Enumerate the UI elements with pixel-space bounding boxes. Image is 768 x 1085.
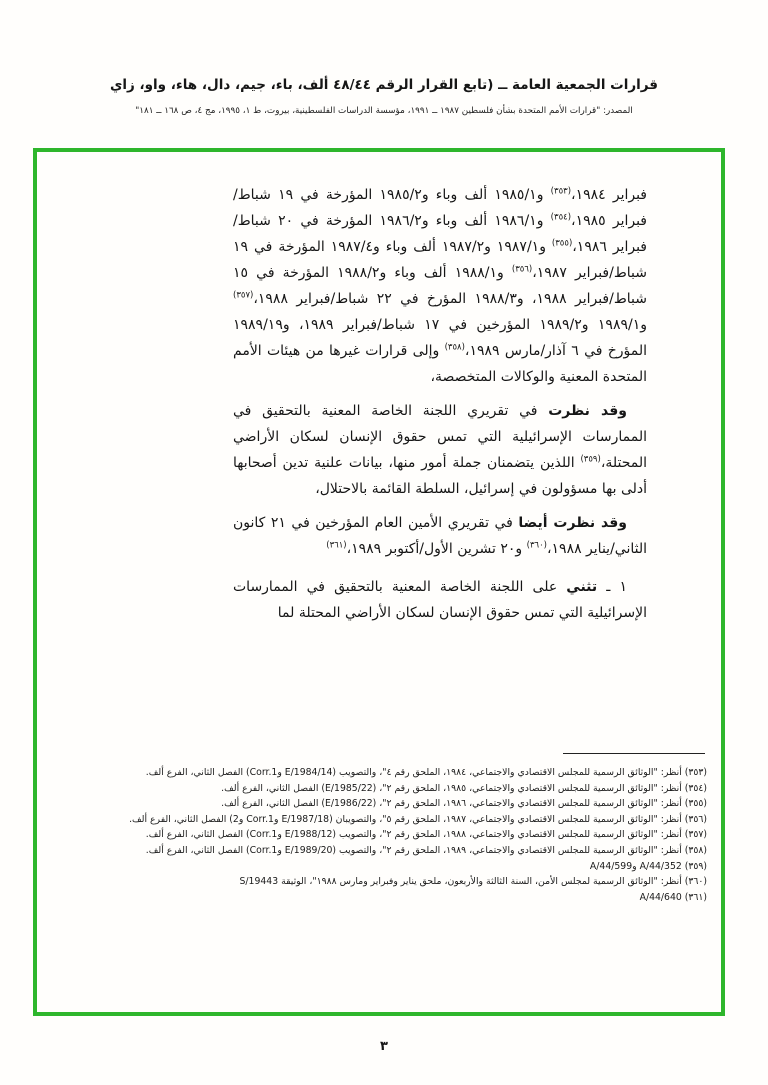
footnotes-list: [51, 765, 707, 905]
footnote: [51, 796, 707, 812]
footnote-number: (٣٦١): [681, 891, 707, 903]
paragraph-text: في تقريري اللجنة الخاصة المعنية بالتحقيق في الممارسات الإسرائيلية التي تمس حقوق الإنسان لسكان الأراضي المحتلة،$^{(٣٥٩)}$ اللذين يتضمنان جملة أمور منها، بيانات علنية تدين أصحابها أدلى بها مسؤولون في إسرائيل، السلطة القائمة بالاحتلال،: [233, 403, 647, 497]
footnote: [51, 765, 707, 781]
footnote-number: (٣٦٠): [681, 876, 707, 888]
footnote-number: (٣٥٧): [681, 829, 707, 841]
paragraph-text: فبراير ١٩٨٤،$^{(٣٥٣)}$ و١٩٨٥/١ ألف وباء و١٩٨٥/٢ المؤرخة في ١٩ شباط/فبراير ١٩٨٥،$^{(٣٥٤)}$ و١٩٨٦/١ ألف وباء و١٩٨٦/٢ المؤرخة في ٢٠ شباط/فبراير ١٩٨٦،$^{(٣٥٥)}$ و١٩٨٧/١ و١٩٨٧/٢ ألف وباء و١٩٨٧/٤ المؤرخة في ١٩ شباط/فبراير ١٩٨٧،$^{(٣٥٦)}$ و١٩٨٨/١ ألف وباء و١٩٨٨/٢ المؤرخة في ١٥ شباط/فبراير ١٩٨٨، و١٩٨٨/٣ المؤرخ في ٢٢ شباط/فبراير ١٩٨٨،$^{(٣٥٧)}$ و١٩٨٩/١ و١٩٨٩/٢ المؤرخين في ١٧ شباط/فبراير ١٩٨٩، و١٩٨٩/١٩ المؤرخ في ٦ آذار/مارس ١٩٨٩،$^{(٣٥٨)}$ وإلى قرارات غيرها من هيئات الأمم المتحدة المعنية والوكالات المتخصصة،: [233, 186, 648, 385]
footnote-number: (٣٥٨): [681, 844, 707, 856]
footnote-separator: [563, 753, 705, 754]
header-source-line: المصدر: "قرارات الأمم المتحدة بشأن فلسطين ١٩٨٧ ــ ١٩٩١، مؤسسة الدراسات الفلسطينية، بيروت، ط ١، ١٩٩٥، مج ٤، ص ١٦٨ ــ ١٨١": [135, 106, 633, 116]
footnote-number: (٣٥٤): [681, 782, 707, 794]
footnote: [51, 812, 707, 828]
footnote: [51, 874, 707, 890]
body-text: [233, 182, 647, 634]
footnote-number: (٣٥٦): [681, 813, 707, 825]
footnote-text: أنظر: "الوثائق الرسمية للمجلس الاقتصادي والاجتماعي، ١٩٨٩، الملحق رقم ٢"، والتصويب (E/1989/20 وCorr.1) الفصل الثاني، الفرع ألف.: [145, 844, 682, 856]
paragraph-text: في تقريري الأمين العام المؤرخين في ٢١ كانون الثاني/يناير ١٩٨٨،$^{(٣٦٠)}$ و٢٠ تشرين الأول/أكتوبر ١٩٨٩،$^{(٣٦١)}$: [233, 515, 647, 557]
footnote-number: (٣٥٥): [681, 798, 707, 810]
footnote-number: (٣٥٣): [681, 767, 707, 778]
footnote: [51, 827, 707, 843]
footnote: [51, 781, 707, 797]
footnote-text: أنظر: "الوثائق الرسمية للمجلس الاقتصادي والاجتماعي، ١٩٨٤، الملحق رقم ٤"، والتصويب (E/1984/14 وCorr.1) الفصل الثاني، الفرع ألف.: [145, 767, 682, 778]
footnote-ref: (٣٥٩): [580, 454, 601, 465]
footnote-text: A/44/352 وA/44/599: [589, 860, 682, 872]
paragraph: [233, 510, 647, 562]
footnote-number: (٣٥٩): [681, 860, 707, 872]
paragraph: [233, 182, 647, 390]
footnote-text: أنظر: "الوثائق الرسمية للمجلس الاقتصادي والاجتماعي، ١٩٨٥، الملحق رقم ٢"، (E/1985/22) الفصل الثاني، الفرع ألف.: [221, 782, 682, 794]
footnote-text: A/44/640: [639, 891, 682, 903]
paragraph-text: ١ ـ: [597, 579, 627, 595]
paragraph-lead-text: وقد نظرت أيضا: [518, 515, 627, 531]
footnote-text: أنظر: "الوثائق الرسمية للمجلس الاقتصادي والاجتماعي، ١٩٨٧، الملحق رقم ٥"، والتصويبان (E/1987/18 وCorr.1 و2) الفصل الثاني، الفرع ألف.: [129, 813, 682, 825]
paragraph: [233, 398, 647, 502]
paragraph-lead-text: تثني: [566, 579, 598, 595]
footnote-ref: (٣٥٣): [550, 186, 572, 197]
footnote: [51, 890, 707, 906]
footnote-ref: (٣٥٨): [444, 342, 465, 353]
paragraph: [233, 574, 647, 626]
paragraph-text: على اللجنة الخاصة المعنية بالتحقيق في الممارسات الإسرائيلية التي تمس حقوق الإنسان لسكان الأراضي المحتلة لما: [233, 579, 647, 621]
content-frame: [33, 148, 725, 1016]
footnote-ref: (٣٦١): [326, 540, 347, 551]
footnote: [51, 859, 707, 875]
footnote-text: أنظر: "الوثائق الرسمية للمجلس الاقتصادي والاجتماعي، ١٩٨٨، الملحق رقم ٢"، والتصويب (E/1988/12 وCorr.1) الفصل الثاني، الفرع ألف.: [145, 829, 682, 841]
footnote-ref: (٣٥٤): [550, 212, 572, 223]
footnote-text: أنظر: "الوثائق الرسمية للمجلس الاقتصادي والاجتماعي، ١٩٨٦، الملحق رقم ٢"، (E/1986/22) الفصل الثاني، الفرع ألف.: [221, 798, 682, 810]
footnote: [51, 843, 707, 859]
header-title: قرارات الجمعية العامة ــ (تابع القرار الرقم ٤٨/٤٤ ألف، باء، جيم، دال، هاء، واو، زاي: [110, 77, 658, 93]
footnote-ref: (٣٥٧): [233, 290, 254, 301]
footnote-text: أنظر: "الوثائق الرسمية لمجلس الأمن، السنة الثالثة والأربعون، ملحق يناير وفبراير ومارس ١٩٨٨"، الوثيقة S/19443: [239, 876, 682, 888]
footnote-ref: (٣٥٥): [551, 238, 573, 249]
page-number: ٣: [380, 1039, 388, 1054]
paragraph-lead-text: وقد نظرت: [548, 403, 627, 419]
footnote-ref: (٣٦٠): [526, 540, 547, 551]
footnote-ref: (٣٥٦): [511, 264, 533, 275]
